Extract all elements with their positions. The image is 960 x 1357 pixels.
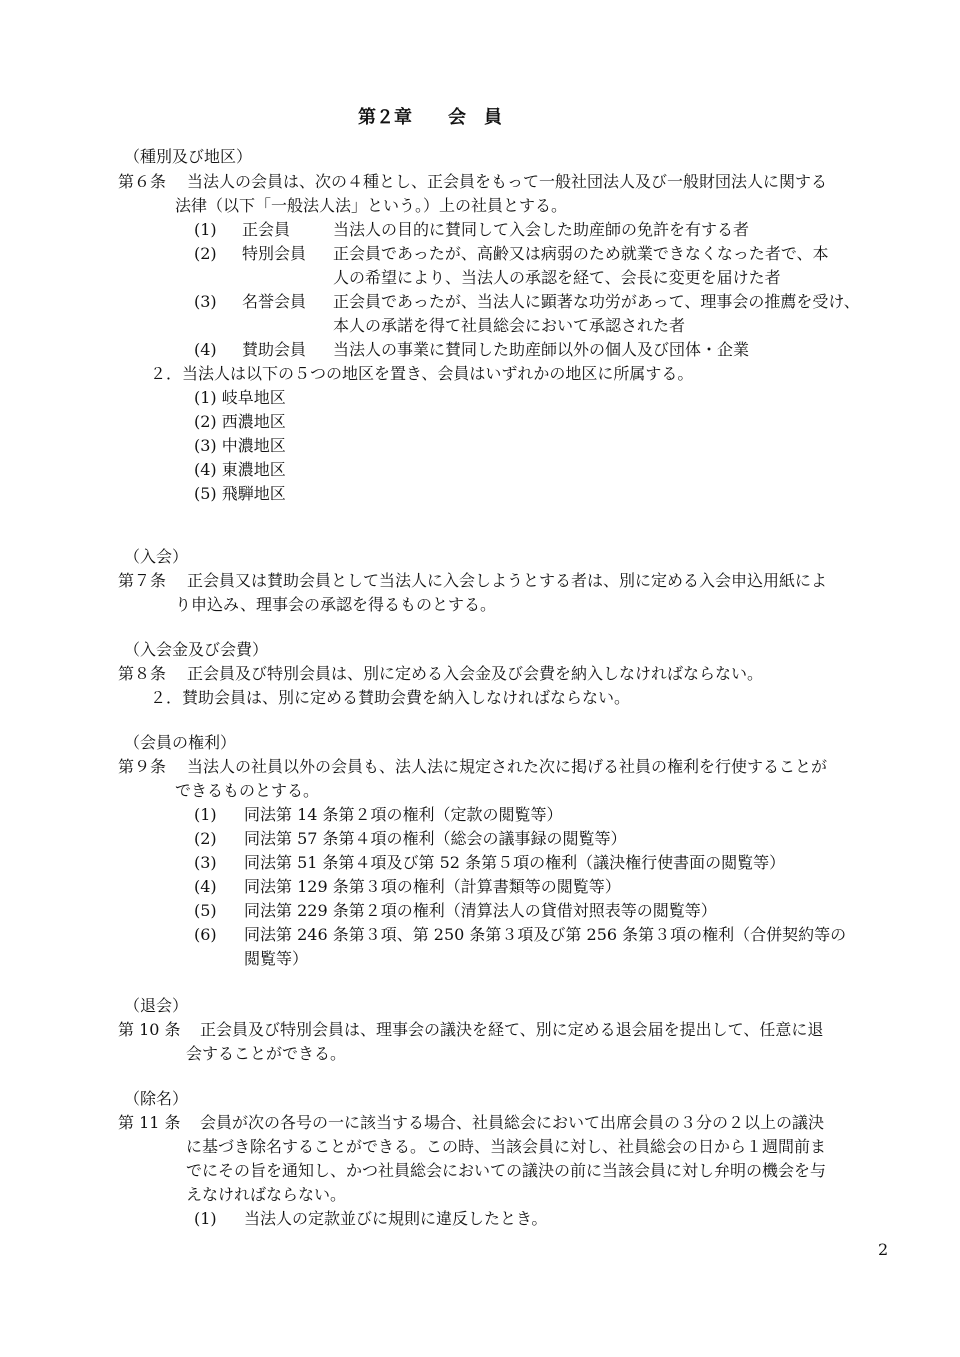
article-11-label: 第 11 条 [118, 1113, 181, 1132]
article-6-label: 第６条 [118, 172, 167, 191]
article-11-item-number: (1) [194, 1209, 217, 1228]
district-item: (5) 飛騨地区 [194, 484, 286, 503]
article-6-item-3-desc-cont: 本人の承諾を得て社員総会において承認された者 [333, 316, 686, 335]
article-8-text-line-1: 正会員及び特別会員は、別に定める入会金及び会費を納入しなければならない。 [187, 664, 764, 683]
article-6-item-4-number: (4) [194, 340, 217, 359]
article-6-item-4-desc: 当法人の事業に賛同した助産師以外の個人及び団体・企業 [333, 340, 750, 359]
article-6-item-2-term: 特別会員 [242, 244, 307, 263]
article-7-text-line-1: 正会員又は賛助会員として当法人に入会しようとする者は、別に定める入会申込用紙によ [187, 571, 828, 590]
article-11-item-text: 当法人の定款並びに規則に違反したとき。 [244, 1209, 548, 1228]
page-number: 2 [878, 1240, 889, 1259]
article-7-label: 第７条 [118, 571, 167, 590]
article-9-item-number: (3) [194, 853, 217, 872]
article-9-item-number: (2) [194, 829, 217, 848]
article-10-text-line-2: 会することができる。 [186, 1044, 347, 1063]
article-9-item-text: 同法第 246 条第３項、第 250 条第３項及び第 256 条第３項の権利（合併契約等の [244, 925, 847, 944]
article-9-heading: （会員の権利） [124, 733, 237, 752]
article-8-paragraph-2: ２．賛助会員は、別に定める賛助会費を納入しなければならない。 [150, 688, 631, 707]
article-9-item-text: 同法第 229 条第２項の権利（清算法人の貸借対照表等の閲覧等） [244, 901, 717, 920]
article-9-item-number: (5) [194, 901, 217, 920]
article-11-text-line-1: 会員が次の各号の一に該当する場合、社員総会において出席会員の３分の２以上の議決 [200, 1113, 825, 1132]
article-11-heading: （除名） [124, 1089, 189, 1108]
article-9-item-number: (6) [194, 925, 217, 944]
article-11-text-line-2: に基づき除名することができる。この時、当該会員に対し、社員総会の日から１週間前ま [186, 1137, 827, 1156]
article-9-item-text: 同法第 57 条第４項の権利（総会の議事録の閲覧等） [244, 829, 627, 848]
article-9-item-number: (4) [194, 877, 217, 896]
district-item: (1) 岐阜地区 [194, 388, 286, 407]
article-6-item-2-desc: 正会員であったが、高齢又は病弱のため就業できなくなった者で、本 [333, 244, 829, 263]
article-9-text-line-2: できるものとする。 [175, 781, 320, 800]
chapter-title: 第２章 会 員 [358, 107, 502, 128]
article-11-text-line-4: えなければならない。 [186, 1185, 347, 1204]
article-6-text-line-2: 法律（以下「一般法人法」という。）上の社員とする。 [175, 196, 568, 215]
article-6-item-2-number: (2) [194, 244, 217, 263]
district-item: (3) 中濃地区 [194, 436, 286, 455]
article-6-text-line-1: 当法人の会員は、次の４種とし、正会員をもって一般社団法人及び一般財団法人に関する [187, 172, 828, 191]
article-10-text-line-1: 正会員及び特別会員は、理事会の議決を経て、別に定める退会届を提出して、任意に退 [200, 1020, 824, 1039]
article-8-label: 第８条 [118, 664, 167, 683]
article-6-heading: （種別及び地区） [124, 147, 253, 166]
article-9-item-text: 同法第 51 条第４項及び第 52 条第５項の権利（議決権行使書面の閲覧等） [244, 853, 786, 872]
article-9-text-line-1: 当法人の社員以外の会員も、法人法に規定された次に掲げる社員の権利を行使することが [187, 757, 828, 776]
article-6-item-3-term: 名誉会員 [242, 292, 307, 311]
article-9-item-text: 同法第 14 条第２項の権利（定款の閲覧等） [244, 805, 563, 824]
article-9-label: 第９条 [118, 757, 167, 776]
article-6-item-1-term: 正会員 [242, 220, 291, 239]
article-7-text-line-2: り申込み、理事会の承認を得るものとする。 [175, 595, 496, 614]
article-10-heading: （退会） [124, 996, 189, 1015]
district-item: (4) 東濃地区 [194, 460, 286, 479]
district-item: (2) 西濃地区 [194, 412, 286, 431]
article-7-heading: （入会） [124, 547, 189, 566]
article-10-label: 第 10 条 [118, 1020, 181, 1039]
article-6-item-1-number: (1) [194, 220, 217, 239]
article-6-paragraph-2: ２．当法人は以下の５つの地区を置き、会員はいずれかの地区に所属する。 [150, 364, 694, 383]
article-6-item-1-desc: 当法人の目的に賛同して入会した助産師の免許を有する者 [333, 220, 750, 239]
article-9-item-number: (1) [194, 805, 217, 824]
article-6-item-3-desc: 正会員であったが、当法人に顕著な功労があって、理事会の推薦を受け、 [333, 292, 860, 311]
article-6-item-4-term: 賛助会員 [242, 340, 307, 359]
article-6-item-3-number: (3) [194, 292, 217, 311]
article-8-heading: （入会金及び会費） [124, 640, 269, 659]
article-9-item-text: 同法第 129 条第３項の権利（計算書類等の閲覧等） [244, 877, 621, 896]
article-11-text-line-3: でにその旨を通知し、かつ社員総会においての議決の前に当該会員に対し弁明の機会を与 [186, 1161, 827, 1180]
article-6-item-2-desc-cont: 人の希望により、当法人の承認を経て、会長に変更を届けた者 [333, 268, 781, 287]
article-9-item-6-cont: 閲覧等） [244, 949, 309, 968]
